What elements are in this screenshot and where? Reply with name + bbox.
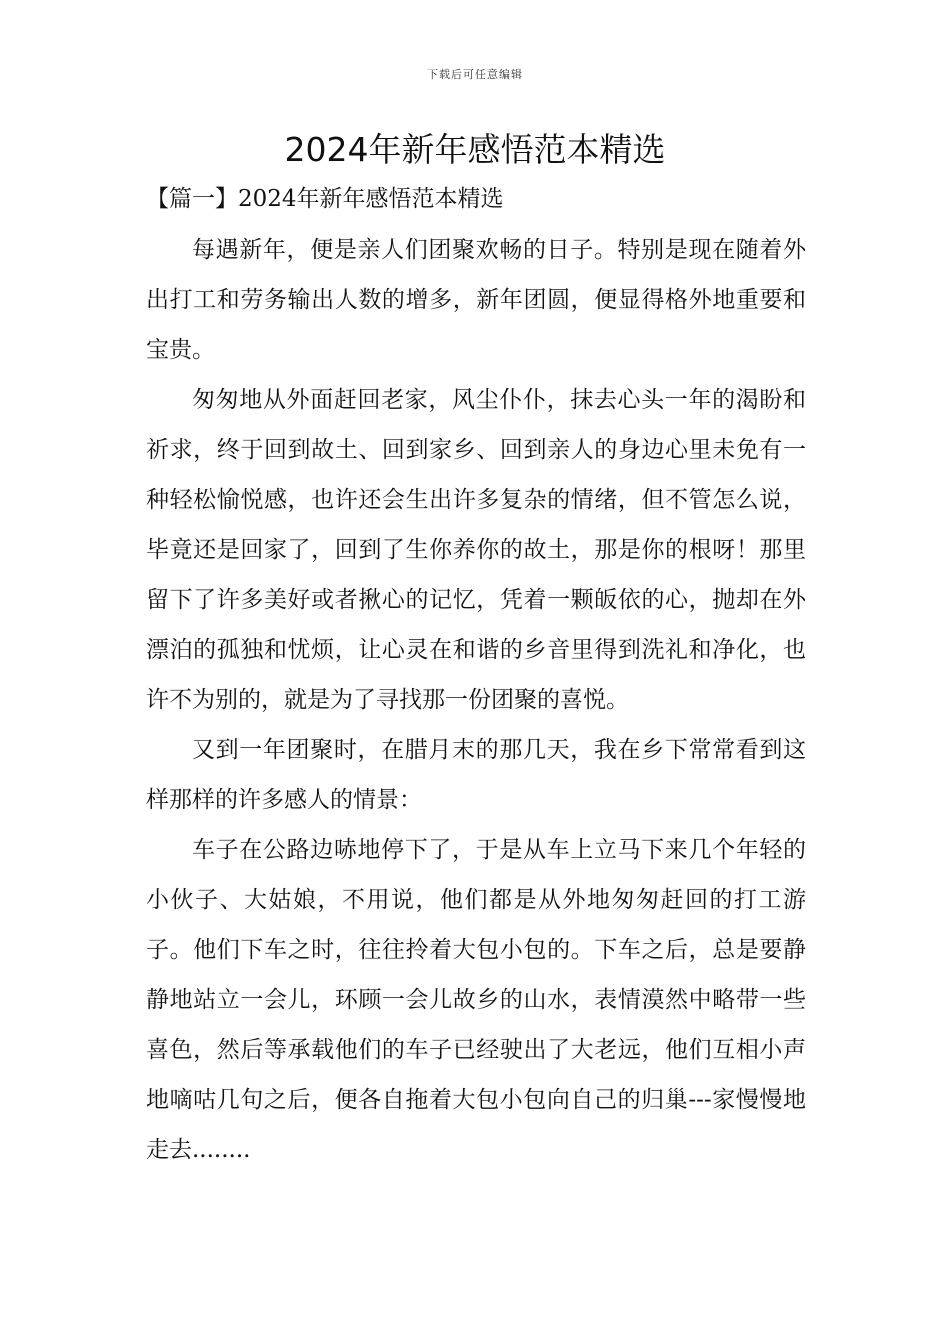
document-body [146, 225, 806, 1175]
document-title: 2024年新年感悟范本精选 [284, 130, 666, 169]
paragraph-1: 每遇新年，便是亲人们团聚欢畅的日子。特别是现在随着外出打工和劳务输出人数的增多，新年团圆，便显得格外地重要和宝贵。 [146, 237, 806, 363]
header-note: 下载后可任意编辑 [427, 68, 523, 81]
paragraph-3: 又到一年团聚时，在腊月末的那几天，我在乡下常常看到这样那样的许多感人的情景： [146, 737, 806, 813]
paragraph-4: 车子在公路边哧地停下了，于是从车上立马下来几个年轻的小伙子、大姑娘，不用说，他们都是从外地匆匆赶回的打工游子。他们下车之时，往往拎着大包小包的。下车之后，总是要静静地站立一会儿，环顾一会儿故乡的山水，表情漠然中略带一些喜色，然后等承载他们的车子已经驶出了大老远，他们互相小声地嘀咕几句之后，便各自拖着大包小包向自己的归巢---家慢慢地走去........ [146, 837, 806, 1163]
paragraph-2: 匆匆地从外面赶回老家，风尘仆仆，抹去心头一年的渴盼和祈求，终于回到故土、回到家乡、回到亲人的身边心里未免有一种轻松愉悦感，也许还会生出许多复杂的情绪，但不管怎么说，毕竟还是回家了，回到了生你养你的故土，那是你的根呀！那里留下了许多美好或者揪心的记忆，凭着一颗皈依的心，抛却在外漂泊的孤独和忧烦，让心灵在和谐的乡音里得到洗礼和净化，也许不为别的，就是为了寻找那一份团聚的喜悦。 [146, 387, 806, 713]
section-title: 【篇一】2024年新年感悟范本精选 [146, 186, 504, 212]
